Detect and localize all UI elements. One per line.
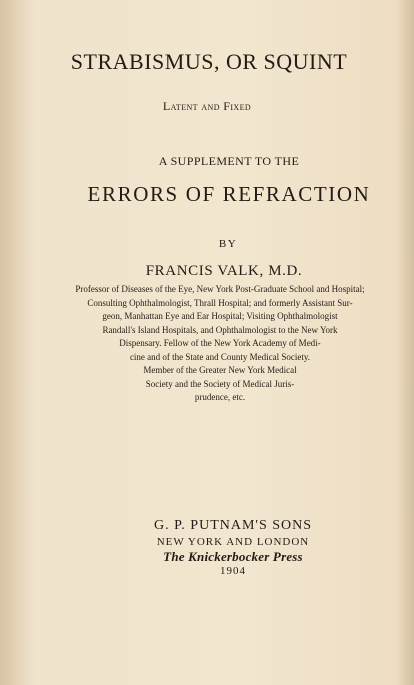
- credential-line: Randall's Island Hospitals, and Ophthalmologist to the New York: [102, 324, 338, 335]
- publication-year: 1904: [220, 565, 246, 577]
- publisher-press: The Knickerbocker Press: [163, 549, 303, 564]
- author-credentials: [32, 283, 408, 405]
- book-subtitle: Latent and Fixed: [162, 99, 252, 113]
- book-title: STRABISMUS, OR SQUINT: [70, 49, 348, 74]
- credential-line: Dispensary. Fellow of the New York Academy of Medi-: [119, 338, 321, 348]
- publisher-cities: NEW YORK AND LONDON: [156, 536, 310, 548]
- credential-line: Consulting Ophthalmologist, Thrall Hospital; and formerly Assistant Sur-: [87, 297, 353, 308]
- publisher-name: G. P. PUTNAM'S SONS: [153, 518, 313, 533]
- by-line: BY: [218, 238, 238, 250]
- credential-line: Society and the Society of Medical Juris-: [145, 378, 295, 389]
- credential-line: geon, Manhattan Eye and Ear Hospital; Visiting Ophthalmologist: [102, 311, 338, 321]
- credential-line: Professor of Diseases of the Eye, New York Post-Graduate School and Hospital;: [75, 284, 365, 294]
- credential-line: cine and of the State and County Medical Society.: [129, 351, 311, 362]
- author-name: FRANCIS VALK, M.D.: [145, 263, 303, 279]
- supplement-title: ERRORS OF REFRACTION: [87, 182, 371, 206]
- credential-line: Member of the Greater New York Medical: [143, 365, 297, 375]
- supplement-line: A SUPPLEMENT TO THE: [158, 154, 300, 168]
- credential-line: prudence, etc.: [194, 392, 246, 402]
